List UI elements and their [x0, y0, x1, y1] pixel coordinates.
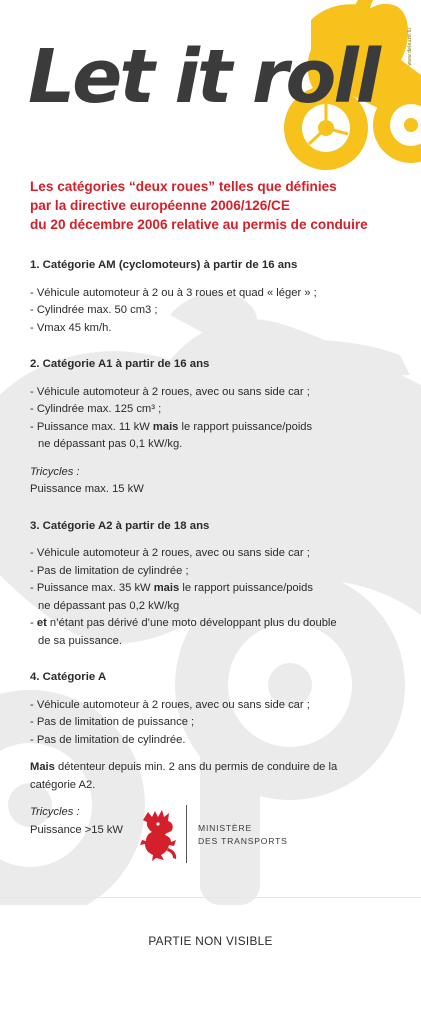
- list-item: - Véhicule automoteur à 2 roues, avec ou sans side car ;: [30, 547, 310, 559]
- tricycles-label: Tricycles :: [30, 806, 80, 818]
- photo-credit: www.deleuze.lu: [407, 28, 413, 66]
- list-item: - Cylindrée max. 50 cm3 ;: [30, 304, 158, 316]
- logo-divider: [186, 805, 187, 863]
- list-item: - Véhicule automoteur à 2 roues, avec ou sans side car ;: [30, 385, 310, 398]
- subtitle-line: Les catégories “deux roues” telles que définies: [30, 179, 337, 194]
- list-item: - Vmax 45 km/h.: [30, 321, 112, 334]
- subtitle-line: par la directive européenne 2006/126/CE: [30, 198, 290, 213]
- section-title-a: 4. Catégorie A: [30, 671, 107, 683]
- ministry-line: DES TRANSPORTS: [198, 835, 288, 846]
- list-item: - et n’étant pas dérivé d’une moto développant plus du double de sa puissance.: [30, 617, 337, 647]
- section-title-am: 1. Catégorie AM (cyclomoteurs) à partir de 16 ans: [30, 259, 298, 271]
- list-item: - Véhicule automoteur à 2 roues, avec ou sans side car ;: [30, 698, 310, 711]
- category-a-note: Mais détenteur depuis min. 2 ans du permis de conduire de la: [30, 761, 338, 773]
- tricycles-label: Tricycles :: [30, 465, 80, 478]
- ministry-name: [198, 822, 288, 847]
- categories-content: [30, 257, 400, 839]
- subtitle: [30, 177, 410, 234]
- section-title-a2: 3. Catégorie A2 à partir de 18 ans: [30, 519, 210, 532]
- list-item: - Véhicule automoteur à 2 ou à 3 roues et quad « léger » ;: [30, 286, 317, 299]
- subtitle-line: du 20 décembre 2006 relative au permis de conduire: [30, 217, 368, 232]
- tricycles-value: Puissance max. 15 kW: [30, 483, 144, 495]
- red-lion-logo: [138, 808, 180, 862]
- list-item: - Cylindrée max. 125 cm³ ;: [30, 403, 162, 415]
- list-item: - Pas de limitation de puissance ;: [30, 716, 195, 728]
- fold-divider: [0, 897, 421, 898]
- list-item: - Puissance max. 35 kW mais le rapport puissance/poids ne dépassant pas 0,2 kW/kg: [30, 582, 313, 612]
- section-title-a1: 2. Catégorie A1 à partir de 16 ans: [30, 358, 210, 370]
- category-a-note-cont: catégorie A2.: [30, 778, 96, 791]
- list-item: - Pas de limitation de cylindrée.: [30, 733, 186, 746]
- list-item: - Pas de limitation de cylindrée ;: [30, 564, 189, 577]
- tricycles-value: Puissance >15 kW: [30, 823, 123, 836]
- list-item: - Puissance max. 11 kW mais le rapport puissance/poids ne dépassant pas 0,1 kW/kg.: [30, 420, 313, 450]
- ministry-line: MINISTÈRE: [198, 823, 252, 833]
- non-visible-label: PARTIE NON VISIBLE: [148, 934, 273, 948]
- page-title: Let it roll: [28, 34, 379, 120]
